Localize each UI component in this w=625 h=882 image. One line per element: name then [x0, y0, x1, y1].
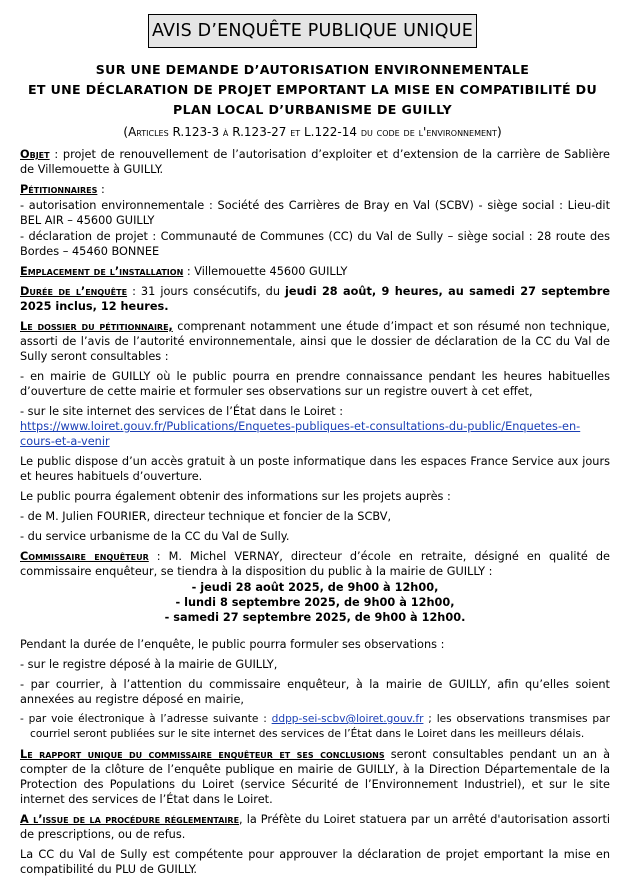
notice-title-text: AVIS D’ENQUÊTE PUBLIQUE UNIQUE [152, 21, 473, 41]
articles-reference: (Articles R.123-3 à R.123-27 et L.122-14 du code de l'environnement) [123, 124, 502, 139]
dossier-paragraph [20, 319, 610, 364]
issue-label: A l’issue de la procédure réglementaire [20, 813, 240, 826]
rapport-label: Le rapport unique du commissaire enquêteur et ses conclusions [20, 748, 385, 761]
issue-paragraph [20, 812, 610, 842]
petitionnaires-heading [20, 182, 610, 197]
observations-courrier: - par courrier, à l’attention du commissaire enquêteur, à la mairie de GUILLY, afin qu’elles soient annexées au registre déposé en mairie, [20, 678, 610, 706]
heading-line-2: ET UNE DÉCLARATION DE PROJET EMPORTANT LA MISE EN COMPATIBILITÉ DU [27, 82, 598, 97]
dossier-mairie: - en mairie de GUILLY où le public pourra en prendre connaissance pendant les heures habituelles d’ouverture de cette mairie et formuler ses observations sur un registre ouvert à cet effet, [20, 370, 610, 398]
commissaire-paragraph [20, 549, 610, 579]
poste-informatique: Le public dispose d’un accès gratuit à un poste informatique dans les espaces France Service aux jours et heures habituels d’ouverture. [20, 455, 610, 483]
observations-intro: Pendant la durée de l’enquête, le public pourra formuler ses observations : [20, 638, 445, 651]
contact-fourier: - de M. Julien FOURIER, directeur technique et foncier de la SCBV, [20, 510, 392, 523]
contact-urbanisme: - du service urbanisme de la CC du Val de Sully. [20, 530, 290, 543]
emplacement-paragraph [20, 264, 610, 279]
informations-intro: Le public pourra également obtenir des informations sur les projets auprès : [20, 490, 451, 503]
rapport-paragraph [20, 747, 610, 807]
objet-text: : projet de renouvellement de l’autorisation d’exploiter et d’extension de la carrière de Sablière de Villemouette à GUILLY. [20, 148, 610, 176]
heading-line-1: SUR UNE DEMANDE D’AUTORISATION ENVIRONNEMENTALE [95, 62, 530, 77]
petitionnaires-colon: : [97, 183, 105, 196]
petitionnaire-declaration: - déclaration de projet : Communauté de Communes (CC) du Val de Sully – siège social : 28 route des Bordes – 45460 BONNEE [20, 230, 610, 258]
cc-competence: La CC du Val de Sully est compétente pour approuver la déclaration de projet emportant la mise en compatibilité du PLU de GUILLY. [20, 848, 610, 876]
objet-label: Objet [20, 148, 50, 161]
duree-dates: jeudi 28 août, 9 heures, au samedi 27 septembre 2025 inclus, 12 heures. [20, 285, 611, 313]
email-after: ; les observations transmises par courriel seront publiées sur le site internet des services de l’État dans le Loiret dans les meilleurs délais. [30, 713, 610, 740]
notice-body [20, 147, 610, 882]
petitionnaire-autorisation: - autorisation environnementale : Société des Carrières de Bray en Val (SCBV) - siège social : Lieu-dit BEL AIR – 45600 GUILLY [20, 199, 610, 227]
permanence-date-2: - lundi 8 septembre 2025, de 9h00 à 12h00, [175, 596, 455, 609]
objet-paragraph [20, 147, 610, 177]
rapport-text: seront consultables pendant un an à compter de la clôture de l’enquête publique en mairie de GUILLY, à la Direction Départementale de la Protection des Populations du Loiret (service Sécurité de l’Environnement Industriel), et sur le site internet des services de l’État dans le Loiret. [20, 748, 611, 806]
commissaire-label: Commissaire enquêteur [20, 550, 149, 563]
issue-text: , la Préfète du Loiret statuera par un arrêté d'autorisation assorti de prescriptions, ou de refus. [20, 813, 611, 841]
notice-heading [10, 60, 615, 120]
petitionnaires-label: Pétitionnaires [20, 183, 98, 196]
articles-text: Articles R.123-3 à R.123-27 et L.122-14 du code de l'environnement [128, 125, 497, 139]
permanence-date-1: - jeudi 28 août 2025, de 9h00 à 12h00, [191, 581, 439, 594]
notice-title [148, 14, 477, 48]
duree-text: : 31 jours consécutifs, du [127, 285, 286, 298]
dossier-site [20, 404, 610, 449]
observations-registre: - sur le registre déposé à la mairie de GUILLY, [20, 658, 278, 671]
dossier-text: comprenant notamment une étude d’impact et son résumé non technique, assorti de l’avis de l’autorité environnementale, ainsi que le dossier de déclaration de la CC du Val de Sully seront consultables : [20, 320, 610, 363]
emplacement-label: Emplacement de l’installation [20, 265, 184, 278]
permanence-date-3: - samedi 27 septembre 2025, de 9h00 à 12h00. [164, 611, 466, 624]
heading-line-3: PLAN LOCAL D’URBANISME DE GUILLY [172, 102, 453, 117]
duree-label: Durée de l’enquête [20, 285, 128, 298]
dossier-site-intro: - sur le site internet des services de l’État dans le Loiret : [20, 405, 344, 418]
dossier-label: Le dossier du pétitionnaire, [20, 320, 173, 333]
prefecture-link[interactable]: https://www.loiret.gouv.fr/Publications/Enquetes-publiques-et-consultations-du-public/Enquetes-en-cours-et-a-venir [20, 420, 581, 448]
observations-email [20, 712, 610, 742]
emplacement-text: : Villemouette 45600 GUILLY [183, 265, 348, 278]
commissaire-text: : M. Michel VERNAY, directeur d’école en retraite, désigné en qualité de commissaire enquêteur, se tiendra à la disposition du public à la mairie de GUILLY : [20, 550, 610, 578]
duree-paragraph [20, 284, 610, 314]
email-link[interactable]: ddpp-sei-scbv@loiret.gouv.fr [271, 713, 424, 725]
email-intro: - par voie électronique à l’adresse suivante : [20, 713, 272, 725]
